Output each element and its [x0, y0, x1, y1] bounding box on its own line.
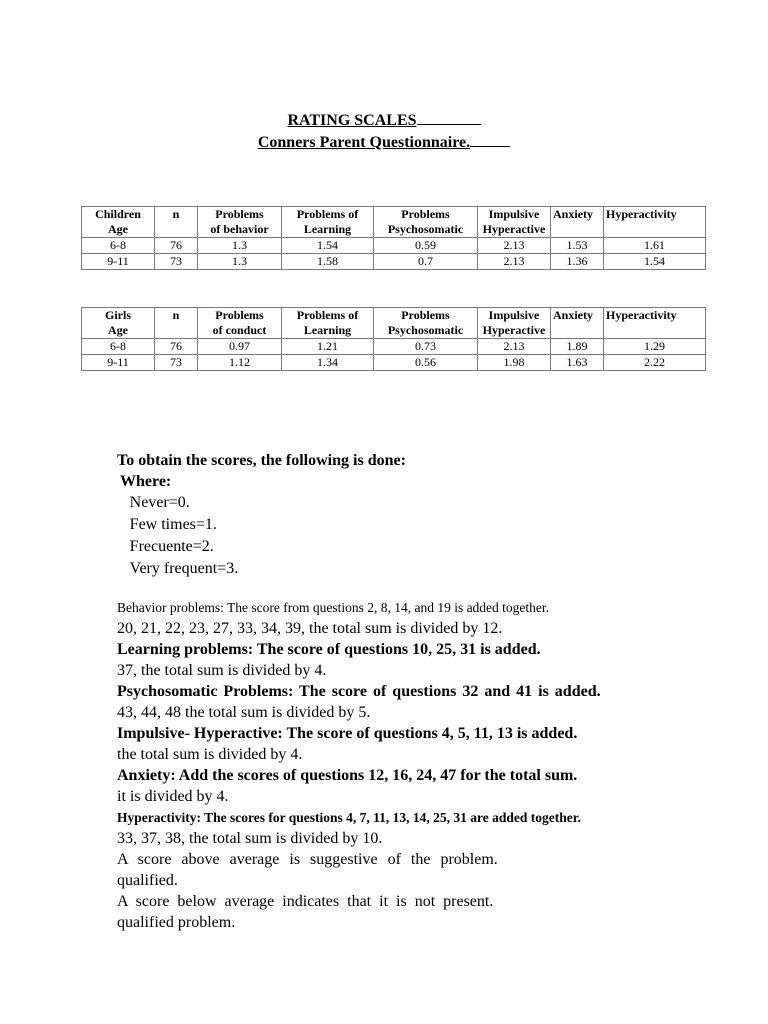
header-label: Problems	[215, 308, 264, 322]
header-row	[82, 207, 706, 238]
scoring-section	[117, 597, 677, 933]
header-label: Hyperactivity	[606, 207, 677, 221]
table-row	[82, 355, 706, 371]
column-header	[198, 308, 282, 339]
table-body	[82, 207, 706, 270]
header-label: n	[172, 207, 180, 221]
children-scores-table	[81, 206, 706, 270]
header-row	[82, 308, 706, 339]
option-item	[117, 536, 677, 558]
subtitle-text: Conners Parent Questionnaire.	[257, 134, 471, 151]
impulsive-line-2: the total sum is divided by 4.	[117, 746, 303, 763]
anxiety-line-2: it is divided by 4.	[117, 788, 229, 805]
option-item	[117, 492, 677, 514]
header-label: n	[172, 308, 180, 322]
below-average-line-2: qualified problem.	[117, 914, 236, 931]
page-subtitle	[0, 134, 768, 152]
table-cell: 2.13	[478, 254, 551, 270]
bullet-icon	[117, 495, 129, 511]
table-cell: 1.21	[282, 339, 374, 355]
header-label: Impulsive	[488, 308, 540, 322]
title-text: RATING SCALES	[287, 112, 417, 129]
header-label: Problems	[401, 207, 450, 221]
table-cell: 1.63	[551, 355, 604, 371]
above-average-line-1: A score above average is suggestive of the problem.	[117, 851, 498, 868]
column-header	[82, 308, 155, 339]
anxiety-line-1: Anxiety: Add the scores of questions 12, 16, 24, 47 for the total sum.	[117, 767, 578, 784]
table-cell: 1.34	[282, 355, 374, 371]
below-average-line-1: A score below average indicates that it is not present.	[117, 893, 494, 910]
option-label: Very frequent=3.	[118, 560, 227, 577]
header-label	[606, 323, 703, 338]
psychosomatic-line-2: 43, 44, 48 the total sum is divided by 5.	[117, 704, 371, 721]
table-cell: 1.54	[604, 254, 706, 270]
column-header	[551, 308, 604, 339]
title-underline	[417, 123, 481, 125]
header-label: Anxiety	[553, 308, 593, 322]
column-header	[374, 207, 478, 238]
header-label	[157, 323, 195, 338]
header-label	[553, 323, 601, 338]
header-label	[157, 222, 195, 237]
column-header	[82, 207, 155, 238]
bullet-icon	[117, 561, 129, 577]
table-cell: 73	[155, 355, 198, 371]
table-cell: 0.97	[198, 339, 282, 355]
header-label: Learning	[303, 222, 352, 236]
table-cell: 1.61	[604, 238, 706, 254]
page-title	[0, 112, 768, 130]
table-cell: 0.59	[374, 238, 478, 254]
table-cell: 0.56	[374, 355, 478, 371]
column-header	[478, 207, 551, 238]
instructions-heading: To obtain the scores, the following is done:	[117, 452, 406, 469]
column-header	[155, 207, 198, 238]
header-label: Anxiety	[553, 207, 593, 221]
header-label: Hyperactive	[482, 222, 546, 236]
table-cell: 76	[155, 238, 198, 254]
hyperactivity-line-1: Hyperactivity: The scores for questions 4, 7, 11, 13, 14, 25, 31 are added together.	[117, 810, 581, 825]
behavior-line-2: 20, 21, 22, 23, 27, 33, 34, 39, the total sum is divided by 12.	[117, 620, 503, 637]
header-label: of conduct	[212, 323, 267, 337]
column-header	[282, 308, 374, 339]
instructions-section	[117, 450, 677, 580]
table-cell: 2.13	[478, 339, 551, 355]
column-header	[551, 207, 604, 238]
table-cell: 1.3	[198, 238, 282, 254]
girls-scores-table	[81, 307, 706, 371]
header-label: Children	[95, 207, 141, 221]
impulsive-line-1: Impulsive- Hyperactive: The score of questions 4, 5, 11, 13 is added.	[117, 725, 578, 742]
header-label: Girls	[105, 308, 131, 322]
header-label	[606, 222, 703, 237]
column-header	[282, 207, 374, 238]
table-row	[82, 339, 706, 355]
table-cell: 76	[155, 339, 198, 355]
bullet-icon	[117, 539, 129, 555]
header-label	[553, 222, 601, 237]
table-cell: 1.53	[551, 238, 604, 254]
header-label: Age	[108, 222, 128, 236]
table-cell: 2.13	[478, 238, 551, 254]
option-item	[117, 514, 677, 536]
option-label: Few times=1.	[118, 516, 206, 533]
header-label: Problems of	[296, 308, 359, 322]
hyperactivity-line-2: 33, 37, 38, the total sum is divided by 10.	[117, 830, 383, 847]
table-row	[82, 254, 706, 270]
learning-line-2: 37, the total sum is divided by 4.	[117, 662, 327, 679]
table-cell: 2.22	[604, 355, 706, 371]
option-label: Never=0.	[118, 494, 179, 511]
psychosomatic-line-1: Psychosomatic Problems: The score of questions 32 and 41 is added.	[117, 683, 601, 700]
subtitle-underline	[470, 145, 510, 147]
table-cell: 1.36	[551, 254, 604, 270]
bullet-icon	[117, 517, 129, 533]
above-average-line-2: qualified.	[117, 872, 178, 889]
header-label: Problems	[215, 207, 264, 221]
option-item	[117, 558, 677, 580]
column-header	[604, 207, 706, 238]
column-header	[198, 207, 282, 238]
learning-line-1: Learning problems: The score of questions 10, 25, 31 is added.	[117, 641, 541, 658]
table-row	[82, 238, 706, 254]
option-label: Frecuente=2.	[118, 538, 203, 555]
column-header	[155, 308, 198, 339]
header-label: of behavior	[210, 222, 269, 236]
table-cell: 6-8	[82, 339, 155, 355]
header-label: Psychosomatic	[387, 222, 464, 236]
header-label: Hyperactivity	[606, 308, 677, 322]
table-cell: 1.3	[198, 254, 282, 270]
header-label: Psychosomatic	[387, 323, 464, 337]
table-cell: 6-8	[82, 238, 155, 254]
table-cell: 73	[155, 254, 198, 270]
table-cell: 1.29	[604, 339, 706, 355]
table-cell: 9-11	[82, 254, 155, 270]
table-cell: 1.54	[282, 238, 374, 254]
column-header	[604, 308, 706, 339]
column-header	[374, 308, 478, 339]
instructions-where: Where:	[120, 473, 172, 490]
header-label: Impulsive	[488, 207, 540, 221]
table-cell: 1.58	[282, 254, 374, 270]
header-label: Learning	[303, 323, 352, 337]
table-cell: 0.7	[374, 254, 478, 270]
table-body	[82, 308, 706, 371]
header-label: Age	[108, 323, 128, 337]
table-cell: 0.73	[374, 339, 478, 355]
header-label: Hyperactive	[482, 323, 546, 337]
table-cell: 9-11	[82, 355, 155, 371]
table-cell: 1.12	[198, 355, 282, 371]
header-label: Problems	[401, 308, 450, 322]
behavior-line-1: Behavior problems: The score from questions 2, 8, 14, and 19 is added together.	[117, 600, 550, 615]
table-cell: 1.98	[478, 355, 551, 371]
header-label: Problems of	[296, 207, 359, 221]
table-cell: 1.89	[551, 339, 604, 355]
column-header	[478, 308, 551, 339]
